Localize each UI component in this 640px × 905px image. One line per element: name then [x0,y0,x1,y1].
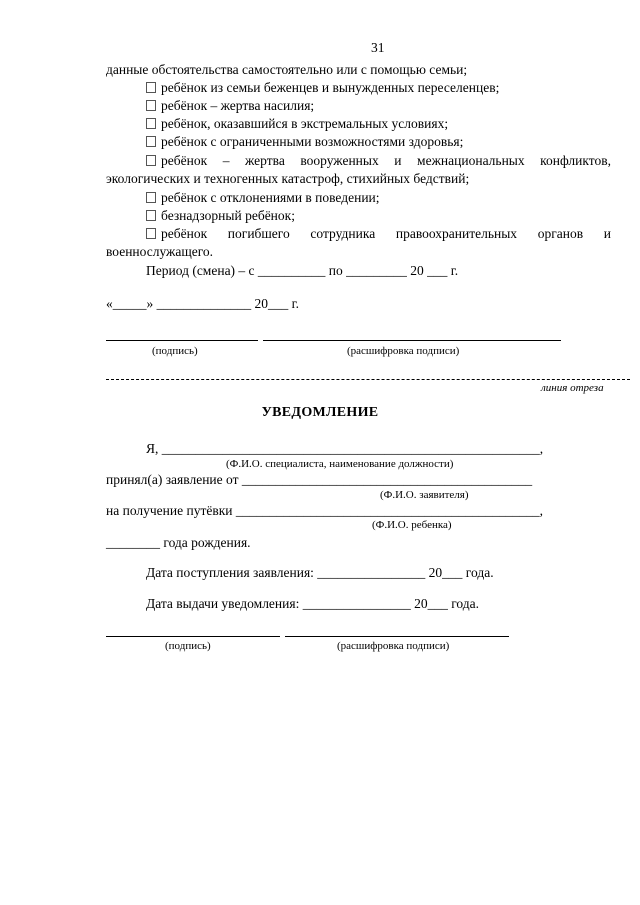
cut-line-label: линия отреза [541,382,604,394]
birth-year-field[interactable]: ________ года рождения. [106,535,251,550]
issued-date-field[interactable]: Дата выдачи уведомления: ________________ 20___ года. [146,596,480,611]
checkbox-icon [146,118,156,129]
checkbox-icon [146,210,156,221]
child-caption: (Ф.И.О. ребенка) [372,519,452,531]
checkbox-item-deceased: ребёнок погибшего сотрудника правоохранительных органов и [146,226,611,242]
specialist-caption: (Ф.И.О. специалиста, наименование должности) [226,458,454,470]
checkbox-icon [146,228,156,239]
child-name-field[interactable]: на получение путёвки _____________________________________________, [106,503,543,518]
notice-decode-line[interactable] [285,636,509,637]
specialist-name-field[interactable]: Я, ________________________________________________________, [146,441,544,456]
checkbox-icon [146,136,156,147]
paragraph-line: данные обстоятельства самостоятельно или с помощью семьи; [106,62,468,77]
checkbox-item-extreme: ребёнок, оказавшийся в экстремальных условиях; [146,116,448,132]
notice-title: УВЕДОМЛЕНИЕ [261,405,379,420]
notice-signature-line[interactable] [106,636,280,637]
applicant-field[interactable]: принял(а) заявление от ___________________________________________ [106,472,533,487]
applicant-caption: (Ф.И.О. заявителя) [380,489,469,501]
checkbox-icon [146,100,156,111]
notice-signature-caption: (подпись) [165,640,211,652]
checkbox-icon [146,155,156,166]
checkbox-item-health: ребёнок с ограниченными возможностями здоровья; [146,134,463,150]
paragraph-line: экологических и техногенных катастроф, стихийных бедствий; [106,171,470,186]
checkbox-icon [146,192,156,203]
checkbox-item-neglected: безнадзорный ребёнок; [146,208,295,224]
period-field[interactable]: Период (смена) – с __________ по _________ 20 ___ г. [146,263,459,278]
checkbox-item-conflict: ребёнок – жертва вооруженных и межнациональных конфликтов, [146,153,611,169]
date-field[interactable]: «_____» ______________ 20___ г. [106,296,300,311]
decode-caption: (расшифровка подписи) [347,345,460,357]
checkbox-item-violence: ребёнок – жертва насилия; [146,98,314,114]
notice-decode-caption: (расшифровка подписи) [337,640,450,652]
checkbox-item-behavior: ребёнок с отклонениями в поведении; [146,190,380,206]
checkbox-icon [146,82,156,93]
cut-line-divider [106,379,630,380]
paragraph-line: военнослужащего. [106,244,214,259]
signature-caption: (подпись) [152,345,198,357]
signature-decode-line[interactable] [263,340,561,341]
page-number: 31 [371,40,385,55]
received-date-field[interactable]: Дата поступления заявления: ________________ 20___ года. [146,565,494,580]
checkbox-item-refugees: ребёнок из семьи беженцев и вынужденных переселенцев; [146,80,499,96]
signature-line[interactable] [106,340,258,341]
